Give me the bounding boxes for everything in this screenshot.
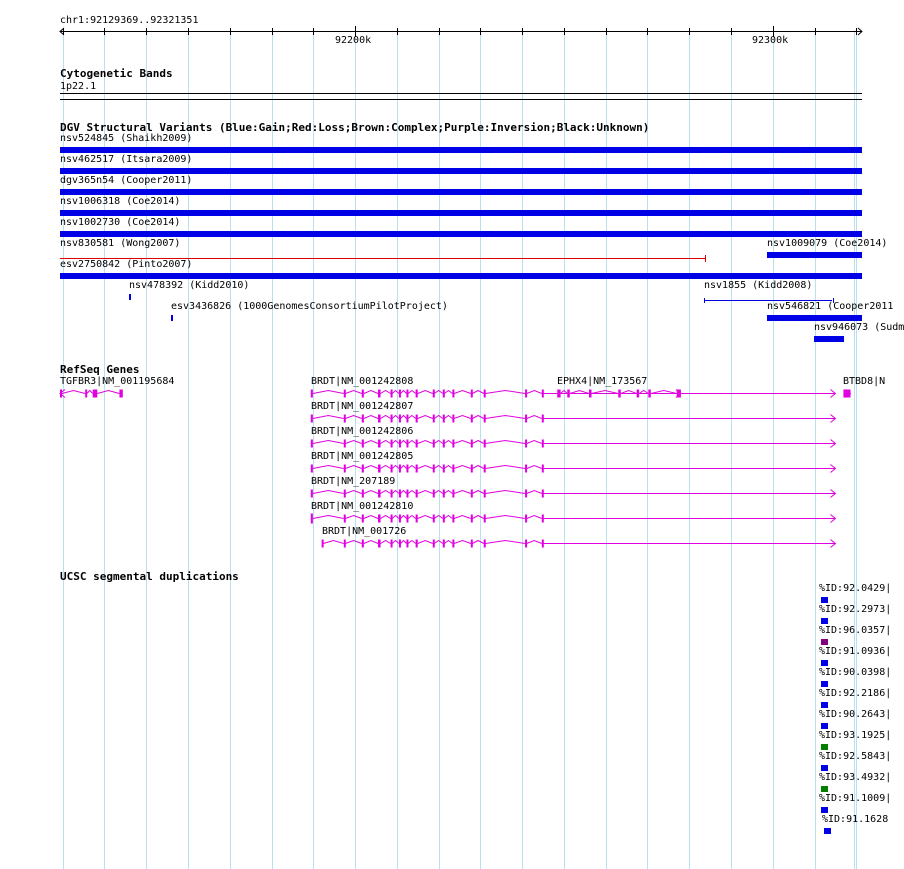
exon-block xyxy=(648,390,651,398)
exon-block xyxy=(433,515,435,523)
exon-block xyxy=(362,515,364,523)
intron-line xyxy=(485,391,525,394)
exon-block xyxy=(399,415,401,423)
intron-line xyxy=(444,516,452,519)
segdup-label: %ID:93.1925| xyxy=(819,730,892,741)
exon-block xyxy=(452,415,454,423)
intron-line xyxy=(408,391,416,394)
exon-block xyxy=(378,440,381,448)
segdup-bar[interactable] xyxy=(821,744,828,750)
gene-label: BRDT|NM_207189 xyxy=(311,476,396,487)
segdup-bar[interactable] xyxy=(821,807,828,813)
intron-line xyxy=(62,391,85,394)
exon-block xyxy=(344,465,346,473)
position-label: chr1:92129369..92321351 xyxy=(60,15,199,26)
intron-line xyxy=(392,441,399,444)
intron-line xyxy=(313,516,344,519)
exon-block xyxy=(311,514,313,524)
intron-line xyxy=(381,516,391,519)
exon-block xyxy=(484,490,486,498)
intron-line xyxy=(401,441,407,444)
intron-line xyxy=(472,391,483,394)
intron-line xyxy=(527,541,542,544)
intron-line xyxy=(472,416,483,419)
intron-line xyxy=(381,541,391,544)
intron-line xyxy=(392,391,399,394)
intron-line xyxy=(418,516,433,519)
intron-line xyxy=(381,466,391,469)
exon-block xyxy=(525,515,527,523)
segdup-label: %ID:90.0398| xyxy=(819,667,892,678)
exon-block xyxy=(416,540,418,548)
gene-model[interactable] xyxy=(311,514,836,524)
dgv-feature-label: nsv546821 (Cooper2011 xyxy=(767,301,894,312)
intron-line xyxy=(392,491,399,494)
intron-line xyxy=(313,491,344,494)
exon-block xyxy=(378,415,381,423)
intron-line xyxy=(434,391,442,394)
gene-label: BRDT|NM_001242807 xyxy=(311,401,414,412)
exon-block xyxy=(399,390,401,398)
gene-model[interactable] xyxy=(843,390,850,398)
segdup-label: %ID:92.2973| xyxy=(819,604,892,615)
intron-line xyxy=(345,416,361,419)
cytoband-track-title: Cytogenetic Bands xyxy=(60,67,173,80)
exon-block xyxy=(557,390,560,398)
intron-line xyxy=(364,391,378,394)
exon-block xyxy=(525,415,527,423)
intron-line xyxy=(313,391,344,394)
exon-block xyxy=(399,465,401,473)
exon-block xyxy=(433,390,435,398)
exon-block xyxy=(391,490,393,498)
gene-model[interactable] xyxy=(60,390,123,398)
intron-line xyxy=(454,391,471,394)
gene-model[interactable] xyxy=(311,490,836,498)
intron-line xyxy=(444,391,452,394)
segdup-bar[interactable] xyxy=(821,681,828,687)
exon-block xyxy=(542,415,544,423)
intron-line xyxy=(527,466,542,469)
intron-line xyxy=(364,516,378,519)
intron-line xyxy=(381,391,391,394)
intron-line xyxy=(485,491,525,494)
intron-line xyxy=(434,466,442,469)
gene-model[interactable] xyxy=(322,540,836,548)
segdup-bar[interactable] xyxy=(821,702,828,708)
intron-line xyxy=(401,541,407,544)
exon-block xyxy=(344,540,346,548)
intron-line xyxy=(364,491,378,494)
intron-line xyxy=(364,466,378,469)
exon-block xyxy=(362,465,364,473)
intron-line xyxy=(454,541,471,544)
segdup-bar[interactable] xyxy=(821,660,828,666)
intron-line xyxy=(434,491,442,494)
intron-line xyxy=(401,391,407,394)
exon-block xyxy=(525,465,527,473)
intron-line xyxy=(392,416,399,419)
intron-line xyxy=(345,541,361,544)
exon-block xyxy=(406,440,408,448)
exon-block xyxy=(452,465,454,473)
intron-line xyxy=(97,391,119,394)
segdup-bar[interactable] xyxy=(821,765,828,771)
intron-line xyxy=(472,491,483,494)
gene-model[interactable] xyxy=(311,390,836,398)
exon-block xyxy=(406,515,408,523)
intron-line xyxy=(408,466,416,469)
segdup-bar[interactable] xyxy=(821,786,828,792)
intron-line xyxy=(434,441,442,444)
exon-block xyxy=(484,465,486,473)
intron-line xyxy=(444,541,452,544)
exon-block xyxy=(344,440,346,448)
exon-block xyxy=(362,490,364,498)
intron-line xyxy=(527,516,542,519)
intron-line xyxy=(381,441,391,444)
intron-line xyxy=(418,466,433,469)
intron-line xyxy=(418,491,433,494)
intron-line xyxy=(485,416,525,419)
dgv-feature-label: dgv365n54 (Cooper2011) xyxy=(60,175,193,186)
exon-block xyxy=(391,415,393,423)
segdup-label: %ID:92.5843| xyxy=(819,751,892,762)
intron-line xyxy=(345,391,361,394)
exon-block xyxy=(471,465,473,473)
intron-line xyxy=(313,416,344,419)
intron-line xyxy=(345,516,361,519)
exon-block xyxy=(378,540,381,548)
exon-block xyxy=(637,390,640,398)
exon-block xyxy=(416,390,418,398)
exon-block xyxy=(362,415,364,423)
intron-line xyxy=(434,541,442,544)
exon-block xyxy=(452,390,454,398)
exon-block xyxy=(452,515,454,523)
intron-line xyxy=(392,466,399,469)
exon-block xyxy=(322,540,324,548)
dgv-feature-label: nsv1002730 (Coe2014) xyxy=(60,217,181,228)
intron-line xyxy=(434,416,442,419)
cytoband-label: 1p22.1 xyxy=(60,81,97,92)
exon-block xyxy=(542,515,544,523)
exon-block xyxy=(344,415,346,423)
intron-line xyxy=(401,416,407,419)
exon-block xyxy=(399,490,401,498)
exon-block xyxy=(362,540,364,548)
segdup-label: %ID:93.4932| xyxy=(819,772,892,783)
exon-block xyxy=(362,390,364,398)
exon-block xyxy=(433,540,435,548)
exon-block xyxy=(471,490,473,498)
exon-block xyxy=(391,465,393,473)
exon-block xyxy=(416,490,418,498)
segdup-bar[interactable] xyxy=(821,618,828,624)
intron-line xyxy=(527,491,542,494)
exon-block xyxy=(589,390,592,398)
exon-block xyxy=(471,390,473,398)
intron-line xyxy=(485,466,525,469)
tick-label-92200k: 92200k xyxy=(335,35,372,46)
exon-block xyxy=(471,515,473,523)
dgv-track-title: DGV Structural Variants (Blue:Gain;Red:Loss;Brown:Complex;Purple:Inversion;Black:Unknown) xyxy=(60,121,650,134)
exon-block xyxy=(344,490,346,498)
segdup-bar[interactable] xyxy=(821,597,828,603)
intron-line xyxy=(454,416,471,419)
intron-line xyxy=(313,466,344,469)
exon-block xyxy=(311,390,313,398)
exon-block xyxy=(471,540,473,548)
intron-line xyxy=(408,516,416,519)
segdup-label: %ID:92.2186| xyxy=(819,688,892,699)
gene-label: EPHX4|NM_173567 xyxy=(557,376,648,387)
exon-block xyxy=(484,415,486,423)
intron-line xyxy=(401,466,407,469)
intron-line xyxy=(408,441,416,444)
intron-line xyxy=(418,441,433,444)
intron-line xyxy=(454,491,471,494)
gene-label: BRDT|NM_001242808 xyxy=(311,376,414,387)
intron-line xyxy=(454,466,471,469)
exon-block xyxy=(542,540,544,548)
intron-line xyxy=(472,441,483,444)
exon-block xyxy=(416,415,418,423)
exon-block xyxy=(416,440,418,448)
intron-line xyxy=(408,491,416,494)
intron-line xyxy=(364,441,378,444)
exon-block xyxy=(433,465,435,473)
dgv-feature-label: nsv1006318 (Coe2014) xyxy=(60,196,181,207)
gene-label: BRDT|NM_001242806 xyxy=(311,426,414,437)
exon-block xyxy=(443,415,445,423)
dgv-feature-label: nsv478392 (Kidd2010) xyxy=(129,280,250,291)
segdup-label: %ID:91.1009| xyxy=(819,793,892,804)
intron-line xyxy=(444,416,452,419)
gene-label: TGFBR3|NM_001195684 xyxy=(60,376,175,387)
segdup-bar[interactable] xyxy=(821,723,828,729)
exon-block xyxy=(399,540,401,548)
exon-block xyxy=(542,390,544,398)
segdup-bar[interactable] xyxy=(824,828,831,834)
exon-block xyxy=(93,390,98,398)
segdup-label: %ID:91.0936| xyxy=(819,646,892,657)
exon-block xyxy=(406,540,408,548)
gene-label: BRDT|NM_001726 xyxy=(322,526,407,537)
gene-label: BTBD8|N xyxy=(843,376,886,387)
intron-line xyxy=(527,416,542,419)
intron-line xyxy=(444,441,452,444)
refseq-track-title: RefSeq Genes xyxy=(60,363,140,376)
exon-block xyxy=(542,490,544,498)
intron-line xyxy=(527,391,542,394)
exon-block xyxy=(406,415,408,423)
intron-line xyxy=(392,516,399,519)
exon-block xyxy=(443,490,445,498)
exon-block xyxy=(443,440,445,448)
exon-block xyxy=(471,415,473,423)
exon-block xyxy=(378,465,381,473)
gene-model[interactable] xyxy=(311,415,836,423)
exon-block xyxy=(542,440,544,448)
intron-line xyxy=(472,466,483,469)
intron-line xyxy=(434,516,442,519)
exon-block xyxy=(391,540,393,548)
intron-line xyxy=(345,491,361,494)
exon-block xyxy=(567,390,570,398)
exon-block xyxy=(344,515,346,523)
exon-block xyxy=(362,440,364,448)
gene-model[interactable] xyxy=(311,440,836,448)
dgv-feature-label: nsv946073 (Sudm xyxy=(814,322,904,333)
exon-block xyxy=(525,440,527,448)
tick-label-92300k: 92300k xyxy=(752,35,789,46)
exon-block xyxy=(443,390,445,398)
exon-block xyxy=(433,440,435,448)
exon-block xyxy=(311,490,313,498)
exon-block xyxy=(484,515,486,523)
exon-block xyxy=(525,490,527,498)
exon-block xyxy=(471,440,473,448)
exon-block xyxy=(525,390,527,398)
exon-block xyxy=(119,390,122,398)
exon-block xyxy=(391,515,393,523)
dgv-feature-label: esv3436826 (1000GenomesConsortiumPilotProject) xyxy=(171,301,448,312)
intron-line xyxy=(323,541,343,544)
dgv-feature-label: nsv462517 (Itsara2009) xyxy=(60,154,193,165)
exon-block xyxy=(452,490,454,498)
dgv-feature-label: nsv1009079 (Coe2014) xyxy=(767,238,888,249)
exon-block xyxy=(399,440,401,448)
intron-line xyxy=(87,391,93,394)
segdup-label: %ID:92.0429| xyxy=(819,583,892,594)
exon-block xyxy=(311,465,313,473)
segdup-track-title: UCSC segmental duplications xyxy=(60,570,239,583)
exon-block xyxy=(391,390,393,398)
segdup-label: %ID:96.0357| xyxy=(819,625,892,636)
intron-line xyxy=(418,416,433,419)
exon-block xyxy=(378,490,381,498)
intron-line xyxy=(408,541,416,544)
intron-line xyxy=(345,466,361,469)
intron-line xyxy=(381,491,391,494)
exon-block xyxy=(406,490,408,498)
exon-block xyxy=(433,490,435,498)
exon-block xyxy=(484,440,486,448)
dgv-feature-label: nsv830581 (Wong2007) xyxy=(60,238,181,249)
intron-line xyxy=(485,541,525,544)
intron-line xyxy=(313,441,344,444)
exon-block xyxy=(416,465,418,473)
intron-line xyxy=(345,441,361,444)
exon-block xyxy=(542,465,544,473)
intron-line xyxy=(364,541,378,544)
intron-line xyxy=(401,516,407,519)
segdup-label: %ID:90.2643| xyxy=(819,709,892,720)
intron-line xyxy=(401,491,407,494)
exon-block xyxy=(344,390,346,398)
exon-block xyxy=(452,540,454,548)
dgv-feature-label: esv2750842 (Pinto2007) xyxy=(60,259,193,270)
gene-label: BRDT|NM_001242805 xyxy=(311,451,414,462)
intron-line xyxy=(392,541,399,544)
intron-line xyxy=(418,391,433,394)
exon-block xyxy=(378,390,381,398)
exon-block xyxy=(416,515,418,523)
intron-line xyxy=(408,416,416,419)
intron-line xyxy=(444,491,452,494)
exon-block xyxy=(406,390,408,398)
intron-line xyxy=(364,416,378,419)
dgv-feature-label: nsv524845 (Shaikh2009) xyxy=(60,133,193,144)
exon-block xyxy=(391,440,393,448)
intron-line xyxy=(454,441,471,444)
exon-block xyxy=(433,415,435,423)
exon-block xyxy=(85,390,87,398)
intron-line xyxy=(454,516,471,519)
gene-model[interactable] xyxy=(311,465,836,473)
intron-line xyxy=(418,541,433,544)
intron-line xyxy=(444,466,452,469)
exon-block xyxy=(618,390,621,398)
exon-block xyxy=(406,465,408,473)
exon-block xyxy=(378,515,381,523)
exon-block xyxy=(443,540,445,548)
exon-block xyxy=(484,390,486,398)
intron-line xyxy=(472,541,483,544)
exon-block xyxy=(525,540,527,548)
intron-line xyxy=(472,516,483,519)
exon-block xyxy=(311,440,313,448)
gene-label: BRDT|NM_001242810 xyxy=(311,501,414,512)
segdup-label: %ID:91.1628 xyxy=(822,814,889,825)
exon-block xyxy=(311,415,313,423)
intron-line xyxy=(485,441,525,444)
exon-block xyxy=(484,540,486,548)
exon-block xyxy=(443,465,445,473)
segdup-bar[interactable] xyxy=(821,639,828,645)
exon-block xyxy=(443,515,445,523)
exon-block xyxy=(452,440,454,448)
intron-line xyxy=(381,416,391,419)
intron-line xyxy=(527,441,542,444)
dgv-feature-label: nsv1855 (Kidd2008) xyxy=(704,280,813,291)
exon-block xyxy=(399,515,401,523)
intron-line xyxy=(485,516,525,519)
